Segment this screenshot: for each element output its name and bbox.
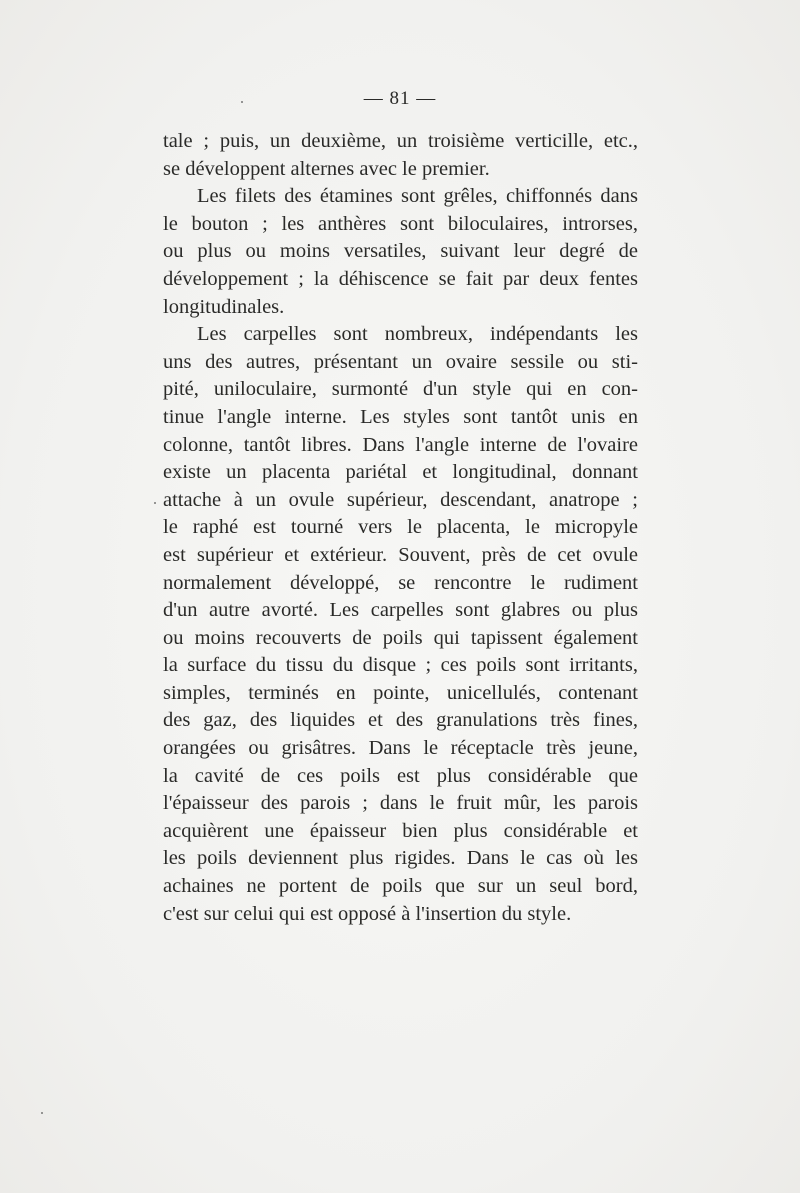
- text-line: d'un autre avorté. Les carpelles sont glabres ou plus: [163, 599, 638, 622]
- text-line: longitudinales.: [163, 295, 285, 318]
- text-line: l'épaisseur des parois ; dans le fruit mûr, les parois: [163, 792, 638, 815]
- paragraph: [163, 183, 638, 321]
- text-line: la cavité de ces poils est plus considérable que: [163, 764, 638, 787]
- text-line: développement ; la déhiscence se fait par deux fentes: [163, 267, 638, 290]
- text-line: Les filets des étamines sont grêles, chiffonnés dans: [197, 185, 638, 208]
- text-line: colonne, tantôt libres. Dans l'angle interne de l'ovaire: [163, 433, 638, 456]
- print-speck: [41, 1112, 43, 1114]
- text-line: se développent alternes avec le premier.: [163, 157, 490, 180]
- print-speck: [241, 101, 243, 103]
- paragraph: [163, 321, 638, 928]
- text-line: tinue l'angle interne. Les styles sont tantôt unis en: [163, 405, 638, 428]
- text-line: c'est sur celui qui est opposé à l'insertion du style.: [163, 902, 572, 925]
- text-line: la surface du tissu du disque ; ces poils sont irritants,: [163, 654, 638, 677]
- text-line: le bouton ; les anthères sont biloculaires, introrses,: [163, 212, 638, 235]
- text-line: Les carpelles sont nombreux, indépendants les: [197, 323, 638, 346]
- text-line: pité, uniloculaire, surmonté d'un style qui en con-: [163, 378, 638, 401]
- text-line: simples, terminés en pointe, unicellulés, contenant: [163, 681, 638, 704]
- text-line: achaines ne portent de poils que sur un seul bord,: [163, 875, 638, 898]
- page-number: — 81 —: [363, 88, 437, 109]
- text-line: acquièrent une épaisseur bien plus considérable et: [163, 819, 638, 842]
- text-line: le raphé est tourné vers le placenta, le micropyle: [163, 516, 638, 539]
- text-line: ou moins recouverts de poils qui tapissent également: [163, 626, 638, 649]
- text-line: normalement développé, se rencontre le rudiment: [163, 571, 638, 594]
- text-line: est supérieur et extérieur. Souvent, près de cet ovule: [163, 543, 638, 566]
- print-speck: [154, 502, 156, 504]
- text-line: existe un placenta pariétal et longitudinal, donnant: [163, 461, 638, 484]
- text-line: attache à un ovule supérieur, descendant, anatrope ;: [163, 488, 638, 511]
- text-line: uns des autres, présentant un ovaire sessile ou sti-: [163, 350, 638, 373]
- text-line: les poils deviennent plus rigides. Dans le cas où les: [163, 847, 638, 870]
- body-text: [163, 128, 638, 928]
- paragraph: [163, 128, 638, 183]
- text-line: orangées ou grisâtres. Dans le réceptacle très jeune,: [163, 737, 638, 760]
- text-line: tale ; puis, un deuxième, un troisième verticille, etc.,: [163, 130, 638, 152]
- text-line: des gaz, des liquides et des granulations très fines,: [163, 709, 638, 732]
- text-line: ou plus ou moins versatiles, suivant leur degré de: [163, 240, 638, 263]
